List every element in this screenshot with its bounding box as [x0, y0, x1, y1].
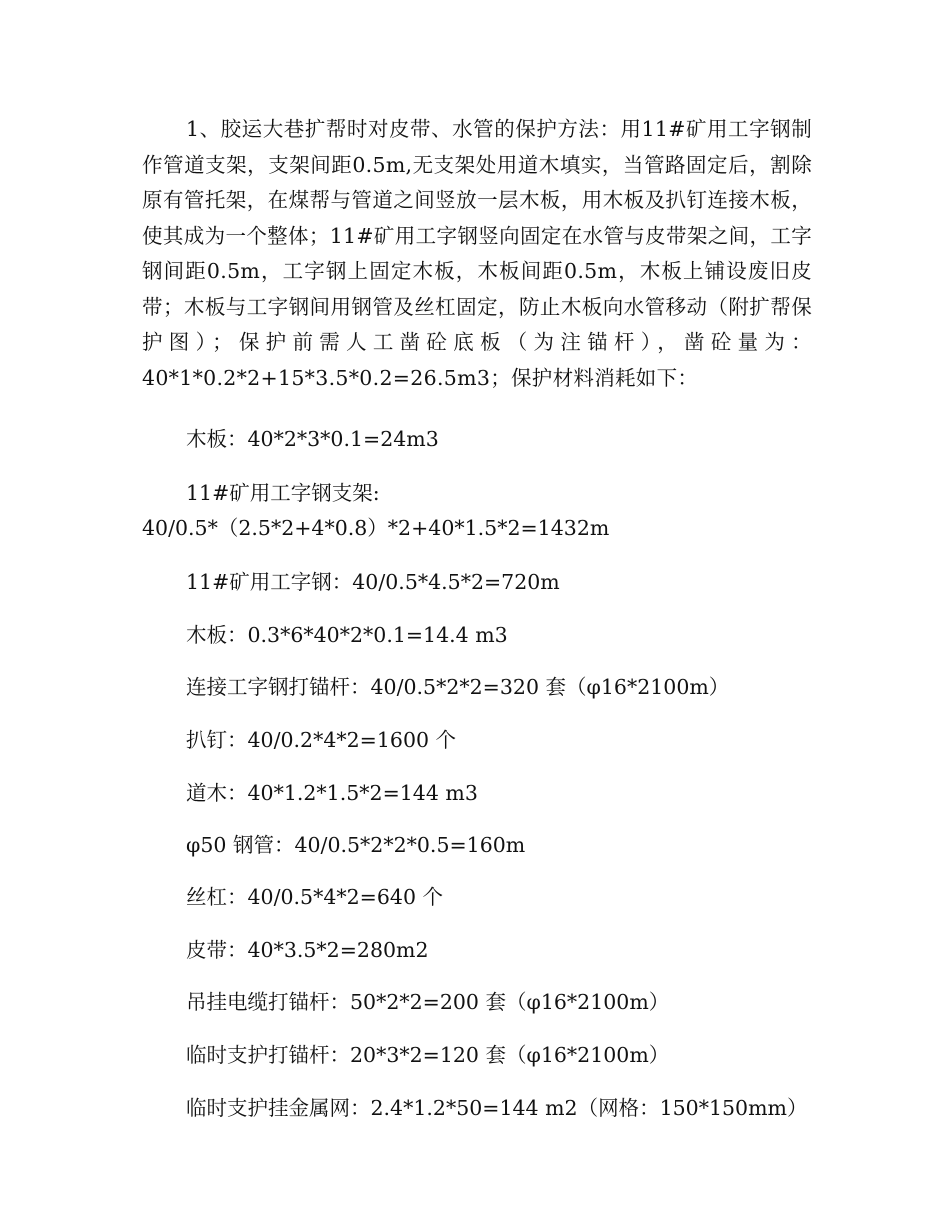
- anchor-cable-line: 吊挂电缆打锚杆：50*2*2=200 套（φ16*2100m）: [186, 990, 670, 1014]
- steel-support-label: 11#矿用工字钢支架:: [186, 481, 380, 505]
- sleepers-line: 道木：40*1.2*1.5*2=144 m3: [186, 781, 478, 805]
- screw-rod-line: 丝杠：40/0.5*4*2=640 个: [186, 885, 444, 909]
- steel-pipe-line: φ50 钢管：40/0.5*2*2*0.5=160m: [186, 833, 526, 857]
- wood-board-line: 木板：40*2*3*0.1=24m3: [186, 427, 439, 451]
- anchor-connect-line: 连接工字钢打锚杆：40/0.5*2*2=320 套（φ16*2100m）: [186, 675, 730, 699]
- anchor-temp-line: 临时支护打锚杆：20*3*2=120 套（φ16*2100m）: [186, 1043, 670, 1067]
- wood-board-2-line: 木板：0.3*6*40*2*0.1=14.4 m3: [186, 623, 508, 647]
- steel-beam-line: 11#矿用工字钢：40/0.5*4.5*2=720m: [186, 570, 560, 594]
- protection-method-paragraph: 1、胶运大巷扩帮时对皮带、水管的保护方法：用11#矿用工字钢制作管道支架，支架间距0.5m,无支架处用道木填实，当管路固定后，割除原有管托架，在煤帮与管道之间竖放一层木板，用木板及扒钉连接木板，使其成为一个整体；11#矿用工字钢竖向固定在水管与皮带架之间，工字钢间距0.5m，工字钢上固定木板，木板间距0.5m，木板上铺设废旧皮带；木板与工字钢间用钢管及丝杠固定，防止木板向水管移动（附扩帮保护图）；保护前需人工凿砼底板（为注锚杆），凿砼量为：40*1*0.2*2+15*3.5*0.2=26.5m3；保护材料消耗如下：: [142, 117, 812, 390]
- belt-line: 皮带：40*3.5*2=280m2: [186, 938, 429, 962]
- mesh-line: 临时支护挂金属网：2.4*1.2*50=144 m2（网格：150*150mm）: [186, 1096, 808, 1120]
- nails-line: 扒钉：40/0.2*4*2=1600 个: [186, 728, 457, 752]
- steel-support-formula: 40/0.5*（2.5*2+4*0.8）*2+40*1.5*2=1432m: [142, 516, 610, 540]
